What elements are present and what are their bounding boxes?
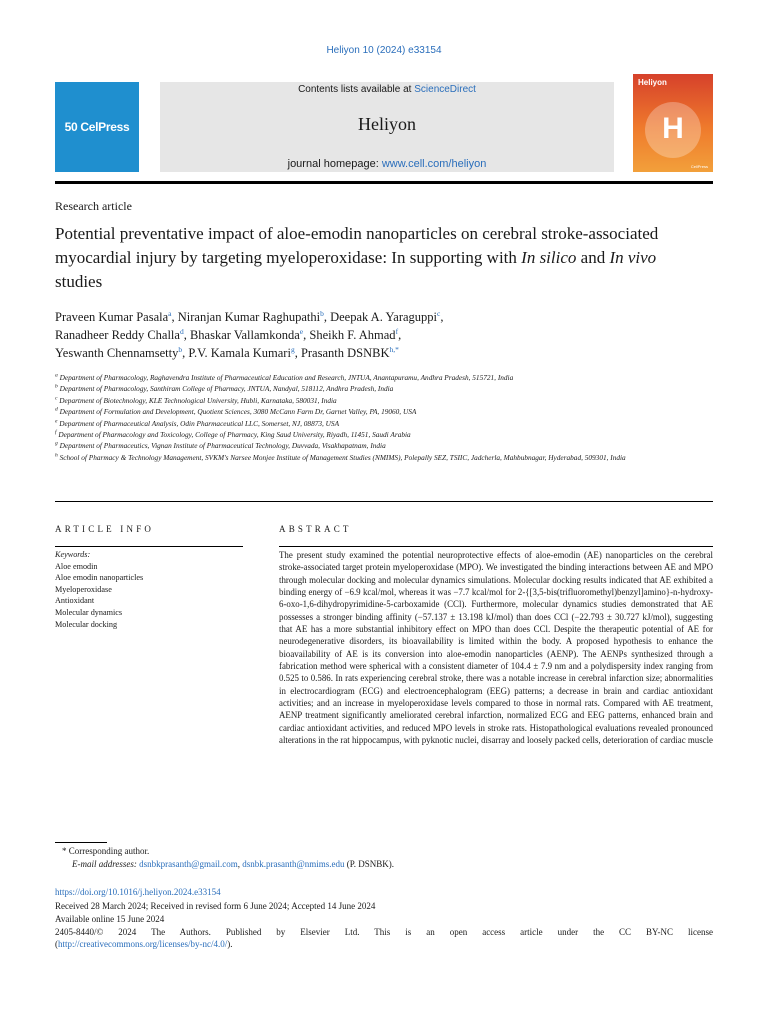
cover-title: Heliyon — [638, 78, 667, 87]
author-name: Praveen Kumar Pasala — [55, 310, 169, 324]
journal-cover-image — [633, 74, 713, 172]
author-affiliation-marker[interactable]: d — [179, 326, 184, 336]
author-name: Ranadheer Reddy Challa — [55, 328, 180, 342]
keywords-label: Keywords: — [55, 550, 91, 559]
abstract-text: The present study examined the potential neuroprotective effects of aloe-emodin (AE) nanoparticles on the cerebral stroke-associated target protein myeloperoxidase (MPO). We investigated the binding interactions between AE and MPO through molecular docking and molecular dynamics simulations. Molecular docking results indicated that AE exhibited a binding energy of −6.9 kcal/mol, whereas it was −7.7 kcal/mol for 2-{[3,5-bis(trifluoromethyl)benzyl]amino}-n-hydroxy-6-oxo-1,6-dihydropyrimidine-5-carboxamide (CCl). Furthermore, molecular dynamics studies demonstrated that AE possesses a stronger binding affinity (−57.137 ± 13.198 kJ/mol) than does CCl (−22.793 ± 30.727 kJ/mol), suggesting that AE has a more substantial inhibitory effect on MPO than does CCl. Despite the therapeutic potential of AE for neurodegenerative disorders, its bioavailability is limited within the body. A proposed hypothesis to enhance the bioavailability of AE is its conversion into aloe-emodin nanoparticles (AENP). The AENPs synthesized through a fabrication method were spherical with a consistent diameter of 104.4 ± 7.9 nm and a polydispersity index ranging from 0.525 to 0.586. In rats experiencing cerebral stroke, there was a notable increase in cerebral infarction size; abnormalities in electrocardiogram (ECG) and electroencephalogram (EEG) patterns; a decrease in brain and cardiac antioxidant activities; and an increase in myeloperoxidase levels compared to those in normal rats. Compared with AE treatment, AENP treatment significantly ameliorated cerebral infarction, normalized ECG and EEG patterns, enhanced brain and cardiac antioxidant activities, and reduced MPO levels in stroke rats. Histopathological evaluations revealed pronounced alterations in the rat hippocampus, with pyknotic nuclei, disarray and loosely packed cells, deterioration of cardiac muscle — [279, 550, 713, 746]
keyword-item: Antioxidant — [55, 596, 95, 606]
affiliation-text: Department of Pharmacology and Toxicology, College of Pharmacy, King Saud University, Riyadh, 11451, Saudi Arabia — [58, 430, 411, 440]
affiliation-marker: c — [55, 395, 58, 402]
keyword-item: Aloe emodin — [55, 561, 98, 571]
email-separator: , — [237, 859, 243, 869]
author-affiliation-marker[interactable]: c — [437, 308, 441, 318]
affiliation-item — [55, 383, 655, 394]
article-dates: Received 28 March 2024; Received in revised form 6 June 2024; Accepted 14 June 2024 — [55, 901, 376, 911]
affiliation-marker: d — [55, 406, 58, 413]
author-name: P.V. Kamala Kumari — [188, 346, 291, 360]
article-type: Research article — [55, 199, 132, 213]
article-title — [55, 222, 675, 294]
author-name: Yeswanth Chennamsetty — [55, 346, 179, 360]
author-separator: , — [182, 346, 189, 360]
corresponding-author-note: * Corresponding author. — [62, 846, 150, 856]
keywords-block — [55, 549, 245, 630]
contents-line — [160, 84, 614, 95]
article-info-heading: ARTICLE INFO — [55, 524, 155, 534]
author-affiliation-marker[interactable]: b — [178, 344, 183, 354]
email-link-1[interactable]: dsnbkprasanth@gmail.com — [139, 859, 238, 869]
journal-reference[interactable]: Heliyon 10 (2024) e33154 — [326, 45, 442, 56]
abstract-rule — [279, 546, 713, 547]
author-separator: , — [323, 310, 331, 324]
header-divider — [55, 181, 713, 184]
affiliation-item — [55, 440, 655, 451]
license-open-paren: ( — [55, 939, 58, 949]
author-affiliation-marker[interactable]: e — [299, 326, 304, 336]
author-name: Prasanth DSNBK — [300, 346, 390, 360]
affiliation-marker: b — [55, 383, 58, 390]
affiliation-text: Department of Biotechnology, KLE Technological University, Hubli, Karnataka, 580031, India — [59, 395, 337, 405]
author-separator: , — [294, 346, 301, 360]
affiliation-text: School of Pharmacy & Technology Management, SVKM's Narsee Monjee Institute of Management Studies (NMIMS), Polepally SEZ, TSIIC, Jadcherla, Mahbubnagar, Hyderabad, 509301, India — [59, 452, 626, 462]
license-close-paren: ). — [227, 939, 233, 949]
publisher-logo-text: 50 CelPress — [64, 120, 130, 134]
affiliation-text: Department of Pharmaceutical Analysis, Odin Pharmaceutical LLC, Somerset, NJ, 08873, USA — [59, 418, 340, 428]
footnote-rule — [55, 842, 107, 843]
author-separator: , — [440, 310, 444, 324]
license-link-line — [55, 939, 233, 949]
keyword-item: Molecular docking — [55, 619, 118, 629]
affiliation-item — [55, 429, 655, 440]
affiliation-item — [55, 395, 655, 406]
sciencedirect-link[interactable]: ScienceDirect — [414, 84, 476, 95]
title-italic1: In silico — [521, 248, 577, 267]
title-italic2: In vivo — [609, 248, 657, 267]
masthead-journal-name: Heliyon — [358, 114, 416, 134]
affiliation-marker: f — [55, 429, 57, 436]
author-separator: , — [171, 310, 178, 324]
affiliation-item — [55, 406, 655, 417]
author-name: Sheikh F. Ahmad — [309, 328, 396, 342]
license-statement: 2405-8440/© 2024 The Authors. Published by Elsevier Ltd. This is an open access article under the CC BY-NC license — [55, 927, 713, 937]
affiliation-marker: h — [55, 452, 58, 459]
affiliation-text: Department of Pharmaceutics, Vignan Institute of Pharmaceutical Technology, Duvvada, Visakhapatnam, India — [59, 441, 386, 451]
author-affiliation-marker[interactable]: f — [395, 326, 399, 336]
publisher-logo — [55, 82, 139, 172]
author-name: Deepak A. Yaraguppi — [330, 310, 438, 324]
author-separator: , — [303, 328, 310, 342]
keyword-item: Molecular dynamics — [55, 607, 123, 617]
email-label: E-mail addresses: — [72, 859, 140, 869]
author-separator: , — [398, 328, 402, 342]
affiliation-marker: g — [55, 441, 58, 448]
author-affiliation-marker[interactable]: a — [168, 308, 172, 318]
affiliation-text: Department of Pharmacology, Santhiram College of Pharmacy, JNTUA, Nandyal, 518112, Andhra Pradesh, India — [59, 384, 394, 394]
online-date: Available online 15 June 2024 — [55, 914, 165, 924]
journal-masthead — [160, 82, 614, 172]
affiliation-text: Department of Pharmacology, Raghavendra Institute of Pharmaceutical Education and Research, JNTUA, Anantapuramu, Andhra Pradesh, 515721, India — [59, 373, 514, 382]
license-link[interactable]: http://creativecommons.org/licenses/by-nc/4.0/ — [58, 939, 228, 949]
cover-letter: H — [662, 112, 684, 145]
email-link-2[interactable]: dsnbk.prasanth@nmims.edu — [242, 859, 345, 869]
author-name: Bhaskar Vallamkonda — [189, 328, 300, 342]
title-part3: studies — [55, 272, 103, 291]
keyword-list — [55, 561, 245, 631]
affiliation-item — [55, 418, 655, 429]
affiliation-item — [55, 372, 655, 383]
homepage-line — [160, 158, 614, 170]
affiliation-item — [55, 452, 655, 463]
author-separator: , — [183, 328, 190, 342]
article-info-rule — [55, 546, 243, 547]
homepage-prefix: journal homepage: — [287, 158, 382, 170]
title-part1: Potential preventative impact of aloe-emodin nanoparticles on cerebral stroke-associated myocardial injury by targeting myeloperoxidase: In supporting with — [55, 224, 659, 267]
keyword-item: Myeloperoxidase — [55, 584, 112, 594]
affiliation-text: Department of Formulation and Development, Quotient Sciences, 3080 McCann Farm Dr, Garnet Valley, PA, 19060, USA — [59, 407, 417, 417]
author-affiliation-marker[interactable]: h,* — [389, 344, 399, 354]
keyword-item: Aloe emodin nanoparticles — [55, 573, 144, 583]
doi-link[interactable]: https://doi.org/10.1016/j.heliyon.2024.e33154 — [55, 887, 221, 897]
affiliation-marker: a — [55, 372, 58, 379]
author-affiliation-marker[interactable]: b — [320, 308, 324, 318]
author-list — [55, 308, 695, 362]
author-name: Niranjan Kumar Raghupathi — [177, 310, 321, 324]
email-suffix: (P. DSNBK). — [344, 859, 394, 869]
homepage-link[interactable]: www.cell.com/heliyon — [381, 158, 487, 170]
affiliation-marker: e — [55, 418, 58, 425]
affiliation-list — [55, 372, 655, 463]
title-part2: and — [576, 248, 610, 267]
email-addresses — [72, 859, 394, 869]
section-divider — [55, 501, 713, 502]
cover-circle — [645, 102, 701, 158]
abstract-heading: ABSTRACT — [279, 524, 352, 534]
contents-prefix: Contents lists available at — [298, 84, 415, 95]
author-affiliation-marker[interactable]: g — [290, 344, 295, 354]
cover-footer: CellPress — [690, 164, 708, 169]
